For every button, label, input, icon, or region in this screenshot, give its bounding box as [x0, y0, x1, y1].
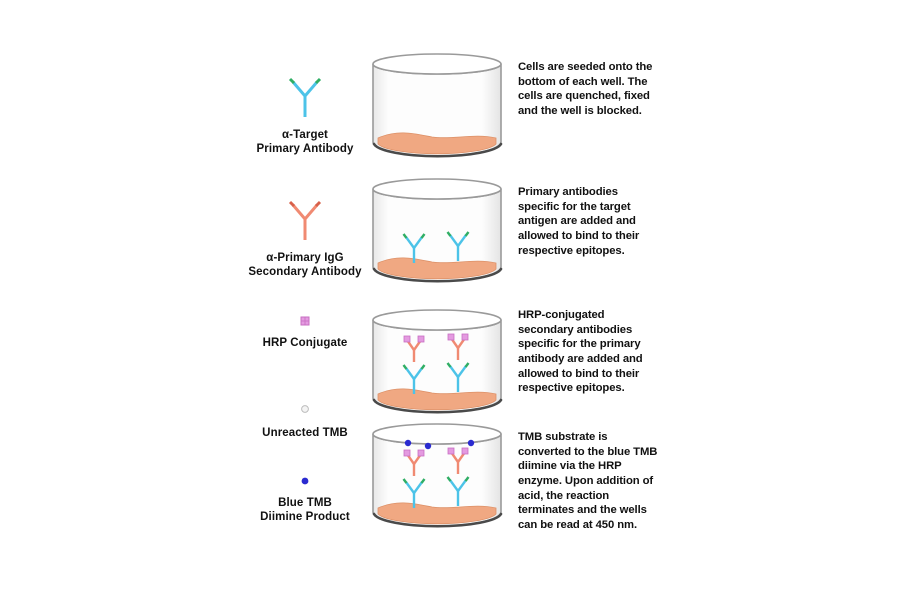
- legend-hrp-conjugate: [240, 308, 370, 441]
- legend-label-line-2: Primary Antibody: [256, 143, 354, 156]
- well-step-3: [370, 316, 505, 416]
- well-step-1: [370, 60, 505, 160]
- legend-label-hrp: HRP Conjugate: [262, 337, 348, 349]
- tmb-circle-icon: [240, 394, 370, 424]
- hrp-square-icon: [240, 308, 370, 334]
- legend-secondary-antibody: [240, 193, 370, 280]
- well-step-2: [370, 185, 505, 285]
- legend-label-line-1: α-Primary IgG: [266, 252, 344, 264]
- step-description-3: HRP-conjugated secondary antibodies specific for the primary antibody are added and allowed to bind to their respective epitopes.: [518, 309, 643, 395]
- legend-label-line-2: Diimine Product: [260, 511, 350, 524]
- step-description-2: Primary antibodies specific for the target antigen are added and allowed to bind to their respective epitopes.: [518, 186, 640, 257]
- tmb-blue-dot-icon: [240, 468, 370, 494]
- antibody-y-icon: [240, 193, 370, 249]
- legend-primary-antibody: [240, 70, 370, 157]
- legend-label-line-2: Secondary Antibody: [248, 266, 362, 279]
- legend-blue-tmb: [240, 468, 370, 525]
- legend-label-line-1: Blue TMB: [278, 497, 332, 509]
- well-step-4: [370, 430, 505, 530]
- step-description-1: Cells are seeded onto the bottom of each well. The cells are quenched, fixed and the well is blocked.: [518, 61, 653, 118]
- antibody-y-icon: [240, 70, 370, 126]
- legend-label-line-1: α-Target: [282, 129, 328, 141]
- step-description-4: TMB substrate is converted to the blue TMB diimine via the HRP enzyme. Upon addition of acid, the reaction terminates and the wells can be read at 450 nm.: [518, 431, 658, 532]
- legend-label-unreacted-tmb: Unreacted TMB: [262, 427, 348, 440]
